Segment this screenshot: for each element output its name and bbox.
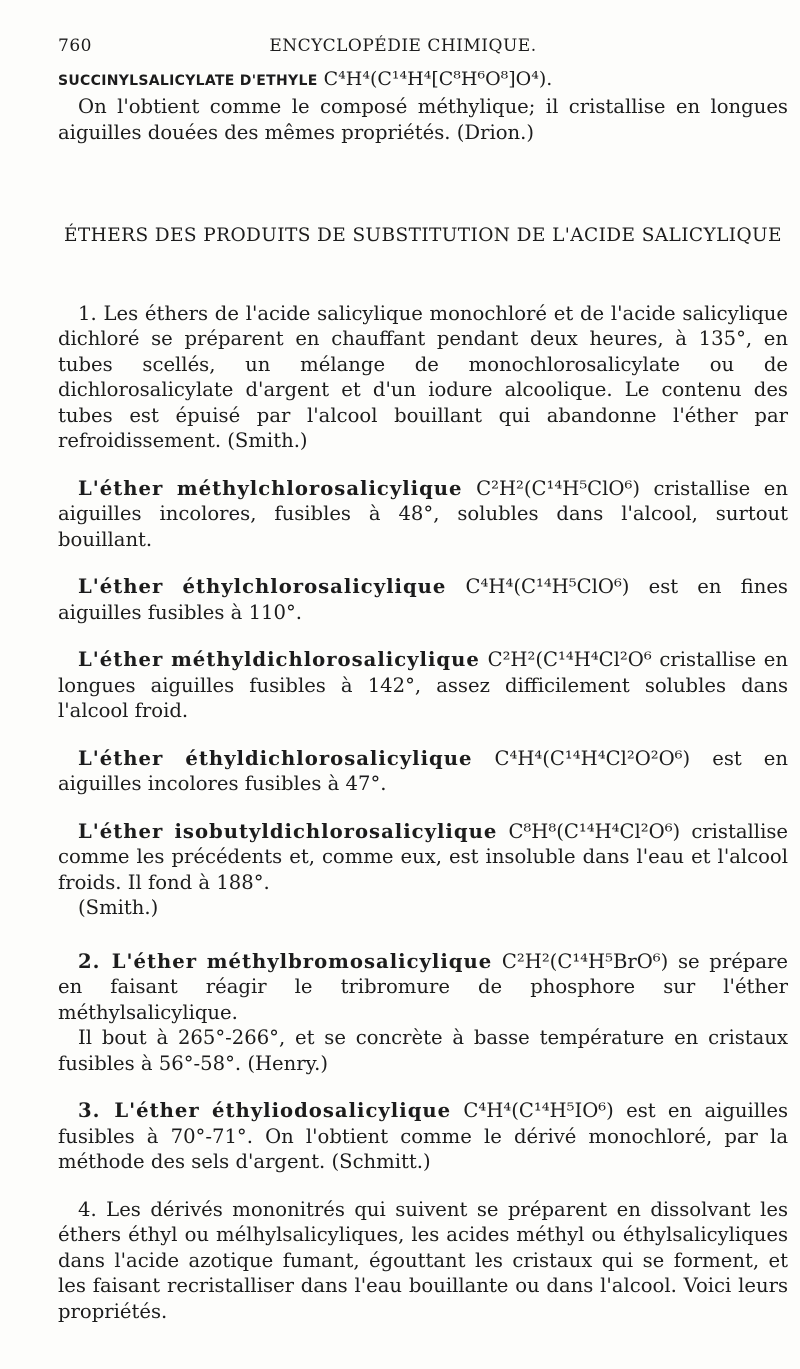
paragraph-4: 4. Les dérivés mononitrés qui suivent se préparent en dissolvant les éthers éthyl ou mélhylsalicyliques, les acides méthyl ou éthylsalicyliques dans l'acide azotique fumant, égouttant les cristaux qui se forment, et les faisant recristalliser dans l'eau bouillante ou dans l'alcool. Voici leurs propriétés. (58, 1197, 788, 1323)
ether-lead: L'éther (78, 746, 164, 770)
ether-lead: L'éther (78, 648, 164, 671)
ether-description: C⁴H⁴(C¹⁴H⁵ClO⁶) est en fines aiguilles fusibles à 110°. (58, 575, 788, 624)
ether-description: C⁸H⁸(C¹⁴H⁴Cl²O⁶) cristallise comme les précédents et, comme eux, est insoluble dans l'eau et l'alcool froids. Il fond à 188°. (58, 819, 788, 894)
page-number: 760 (58, 36, 92, 56)
ether-name: méthylchlorosalicylique (176, 476, 463, 500)
ether-description: C⁴H⁴(C¹⁴H⁵IO⁶) est en aiguilles fusibles à 70°-71°. On l'obtient comme le dérivé monochloré, par la méthode des sels d'argent. (Schmitt.) (58, 1099, 789, 1173)
ether-lead: L'éther (78, 575, 164, 598)
ether-name: éthyldichlorosalicylique (185, 746, 473, 770)
paragraph-succinyl: On l'obtient comme le composé méthylique; il cristallise en longues aiguilles douées des mêmes propriétés. (Drion.) (58, 95, 788, 144)
ether-name: isobutyldichlorosalicylique (174, 819, 498, 843)
paragraph-ether-1 (58, 476, 788, 553)
ether-lead: L'éther (78, 819, 164, 843)
paragraph-ether-3 (58, 647, 788, 724)
ether-lead: L'éther (78, 476, 164, 500)
paragraph-3 (58, 1098, 788, 1175)
paragraph-ether-4 (58, 746, 788, 797)
compound-formula: C⁴H⁴(C¹⁴H⁴[C⁸H⁶O⁸]O⁴). (323, 68, 553, 90)
ether-description: C²H²(C¹⁴H⁴Cl²O⁶ cristallise en longues aiguilles fusibles à 142°, assez difficilement solubles dans l'alcool froid. (58, 648, 789, 722)
section-heading: ÉTHERS DES PRODUITS DE SUBSTITUTION DE L'ACIDE SALICYLIQUE (64, 225, 782, 246)
compound-title: SUCCINYLSALICYLATE D'ETHYLE (58, 73, 318, 89)
ether-lead: 2. L'éther (78, 949, 198, 973)
paragraph-1: 1. Les éthers de l'acide salicylique monochloré et de l'acide salicylique dichloré se préparent en chauffant pendant deux heures, à 135°, en tubes scellés, un mélange de monochlorosalicylate ou de dichlorosalicylate d'argent et d'un iodure alcoolique. Le contenu des tubes est épuisé par l'alcool bouillant qui abandonne l'éther par refroidissement. (Smith.) (58, 301, 788, 452)
ether-description: C²H²(C¹⁴H⁵ClO⁶) cristallise en aiguilles incolores, fusibles à 48°, solubles dans l'alcool, surtout bouillant. (58, 476, 788, 551)
ether-name: éthyliodosalicylique (212, 1099, 452, 1122)
paragraph-ether-5 (58, 819, 788, 896)
succinyl-heading (58, 66, 788, 94)
ether-description: C²H²(C¹⁴H⁵BrO⁶) se prépare en faisant réagir le tribromure de phosphore sur l'éther méthylsalicylique. (58, 949, 788, 1024)
page-body (58, 66, 788, 1324)
ether-name: méthylbromosalicylique (206, 949, 493, 973)
running-header (58, 36, 748, 60)
running-title: ENCYCLOPÉDIE CHIMIQUE. (269, 36, 537, 56)
paragraph-2 (58, 949, 788, 1026)
paragraph-2-continued: Il bout à 265°-266°, et se concrète à basse température en cristaux fusibles à 56°-58°. (Henry.) (58, 1026, 788, 1075)
paragraph-ether-2 (58, 574, 788, 625)
ether-name: méthyldichlorosalicylique (171, 648, 480, 671)
citation: (Smith.) (78, 896, 159, 919)
ether-lead: 3. L'éther (78, 1099, 200, 1122)
ether-name: éthylchlorosalicylique (182, 575, 447, 598)
ether-description: C⁴H⁴(C¹⁴H⁴Cl²O²O⁶) est en aiguilles incolores fusibles à 47°. (58, 746, 789, 795)
